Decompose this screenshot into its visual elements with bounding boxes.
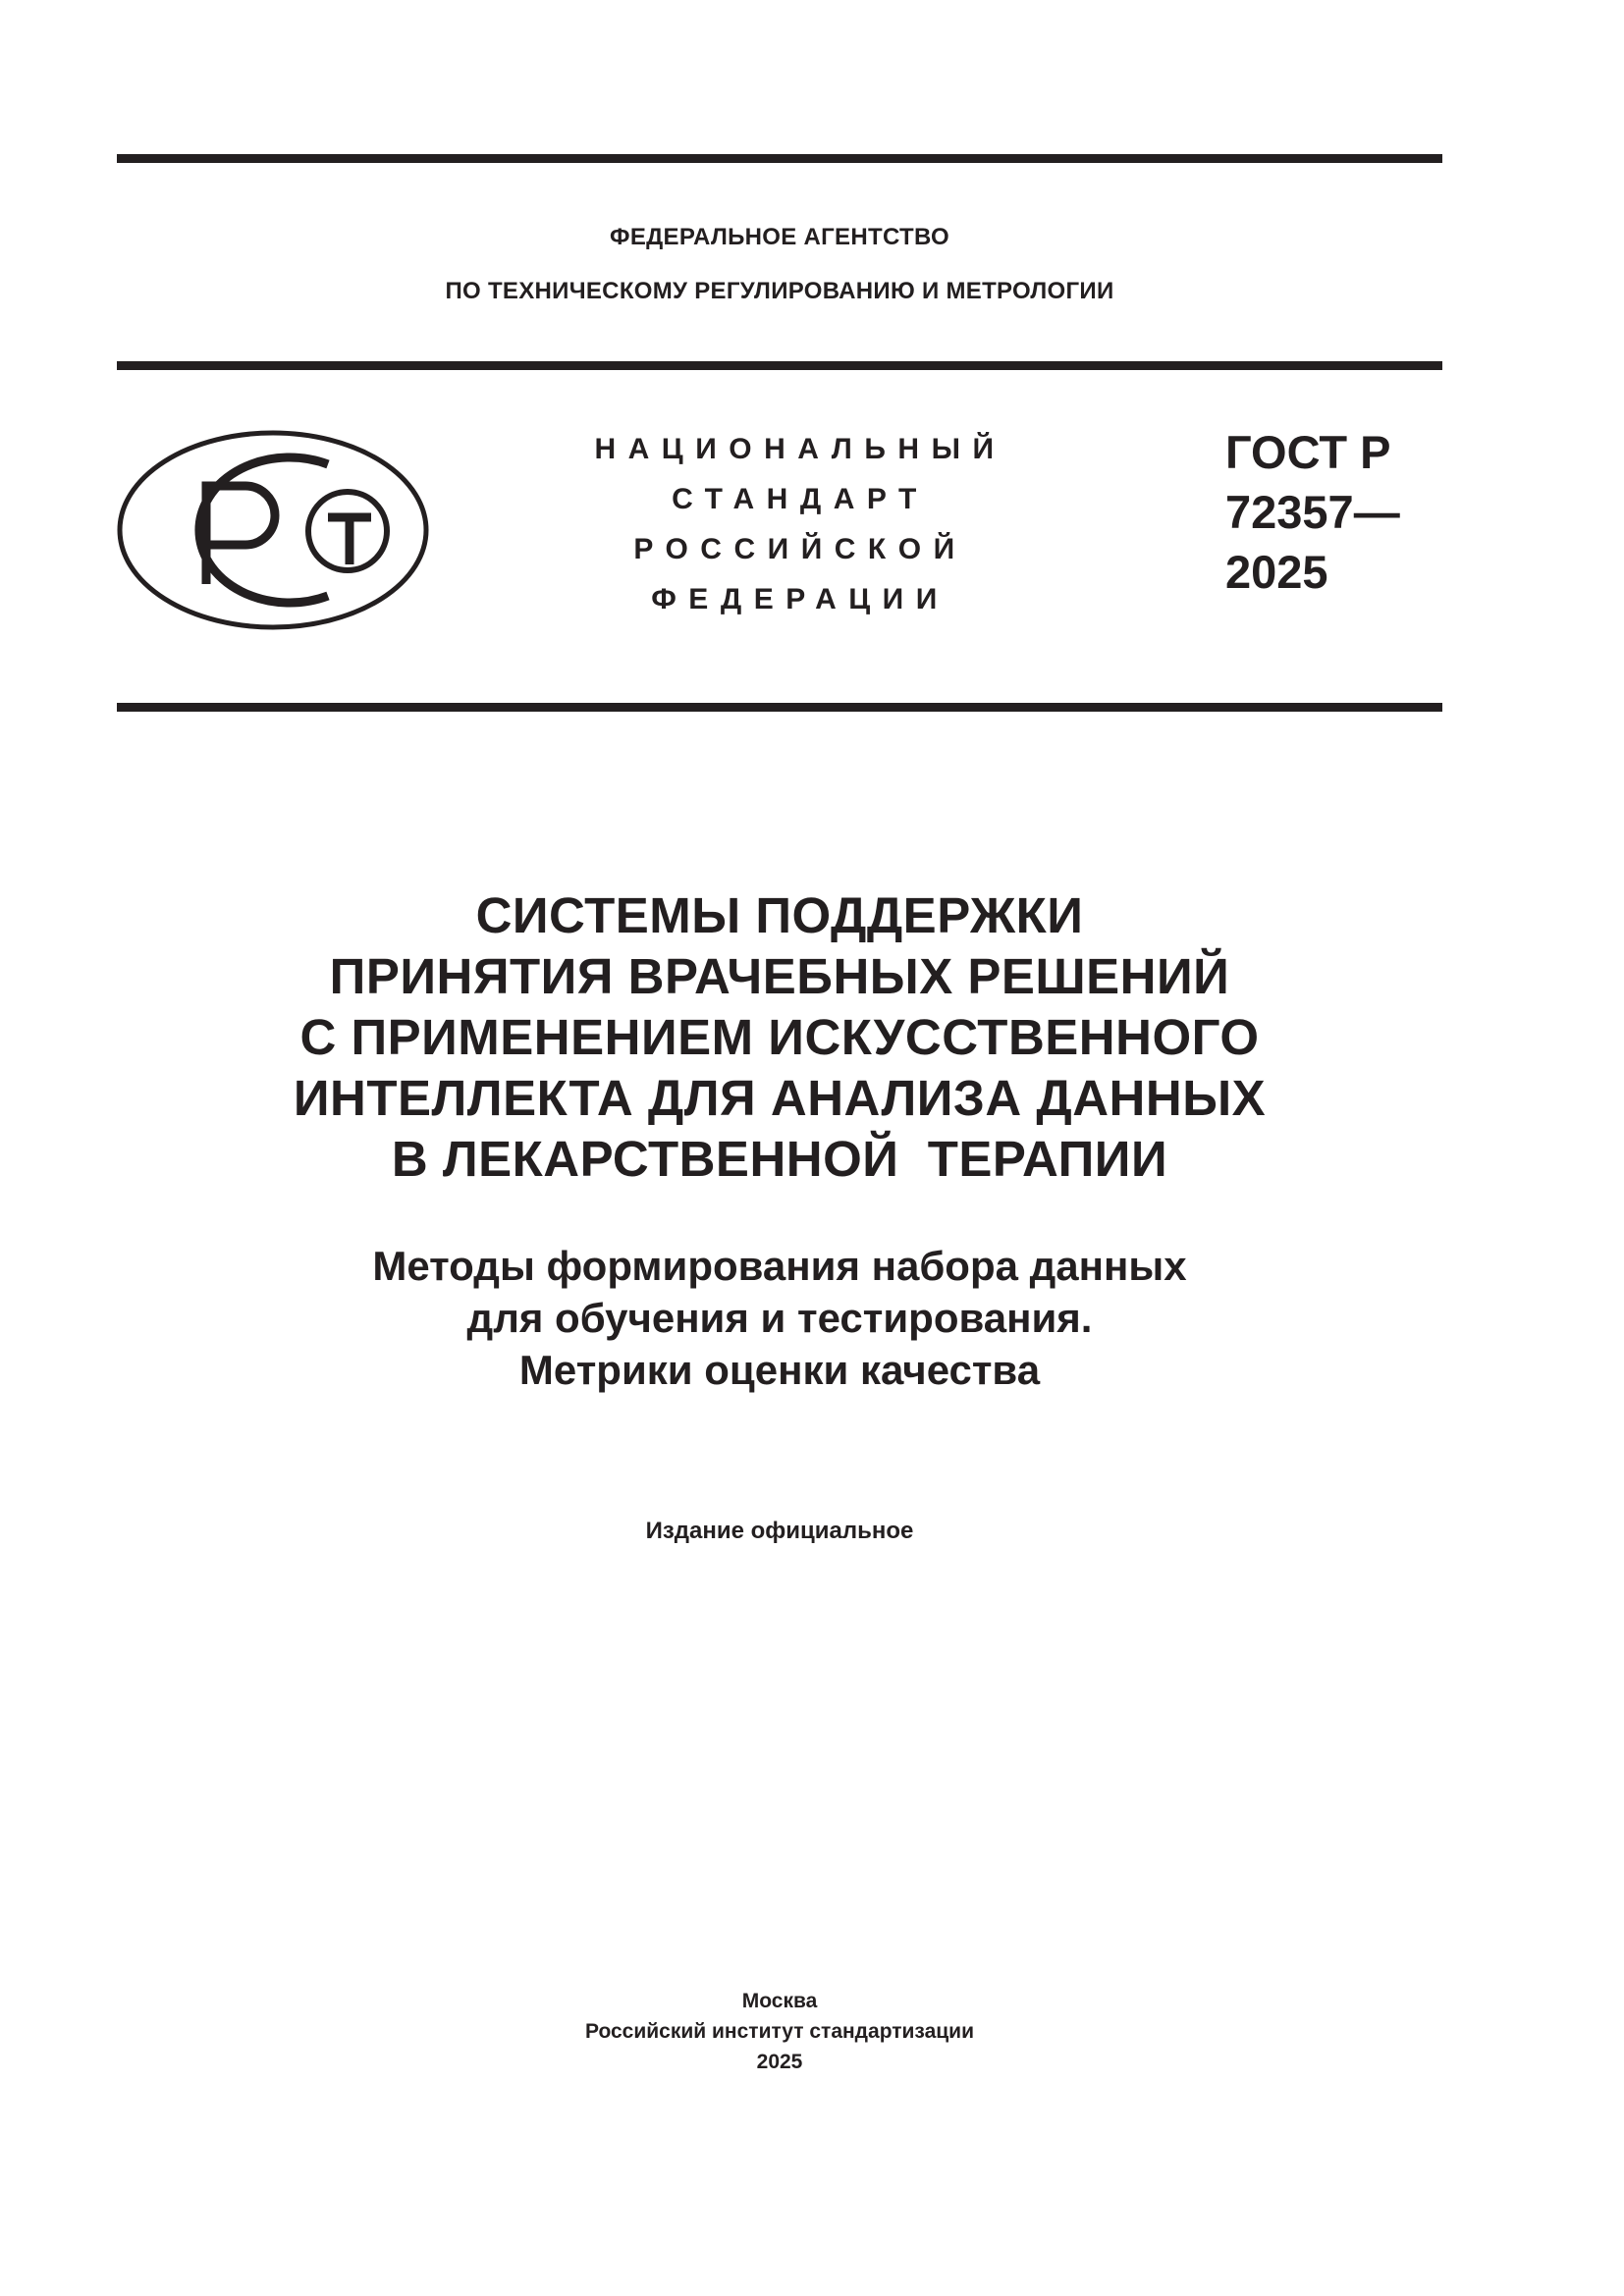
title-line: В ЛЕКАРСТВЕННОЙ ТЕРАПИИ — [391, 1131, 1168, 1187]
imprint-city: Москва — [741, 1990, 818, 2012]
edition-note: Издание официальное — [645, 1518, 914, 1544]
imprint — [117, 1986, 1442, 2077]
middle-rule — [117, 361, 1442, 370]
designation-line: 72357— — [1225, 486, 1400, 538]
agency-line-2: ПО ТЕХНИЧЕСКОМУ РЕГУЛИРОВАНИЮ И МЕТРОЛОГИИ — [445, 278, 1114, 304]
bottom-rule — [117, 703, 1442, 712]
standard-type-line: СТАНДАРТ — [672, 483, 929, 515]
standard-type-line: РОССИЙСКОЙ — [633, 533, 967, 565]
imprint-year: 2025 — [756, 2051, 803, 2073]
standard-type-line: НАЦИОНАЛЬНЫЙ — [594, 433, 1006, 465]
title-line: С ПРИМЕНЕНИЕМ ИСКУССТВЕННОГО — [299, 1009, 1260, 1065]
imprint-publisher: Российский институт стандартизации — [584, 2020, 975, 2043]
designation-line: ГОСТ Р — [1225, 426, 1391, 478]
document-subtitle — [117, 1240, 1442, 1396]
top-rule — [117, 154, 1442, 163]
designation-line: 2025 — [1225, 546, 1328, 598]
title-line: ИНТЕЛЛЕКТА ДЛЯ АНАЛИЗА ДАННЫХ — [293, 1070, 1267, 1126]
rst-certification-mark-icon — [116, 429, 430, 631]
subtitle-line: Методы формирования набора данных — [372, 1243, 1187, 1289]
subtitle-line: Метрики оценки качества — [518, 1347, 1041, 1393]
standard-type-line: ФЕДЕРАЦИИ — [651, 583, 949, 615]
title-line: СИСТЕМЫ ПОДДЕРЖКИ — [475, 887, 1084, 943]
standard-type — [574, 424, 1026, 624]
standard-designation — [1225, 422, 1400, 602]
agency-line-1: ФЕДЕРАЛЬНОЕ АГЕНТСТВО — [610, 224, 949, 250]
subtitle-line: для обучения и тестирования. — [466, 1295, 1093, 1341]
title-line: ПРИНЯТИЯ ВРАЧЕБНЫХ РЕШЕНИЙ — [329, 948, 1230, 1004]
document-title — [117, 885, 1442, 1190]
